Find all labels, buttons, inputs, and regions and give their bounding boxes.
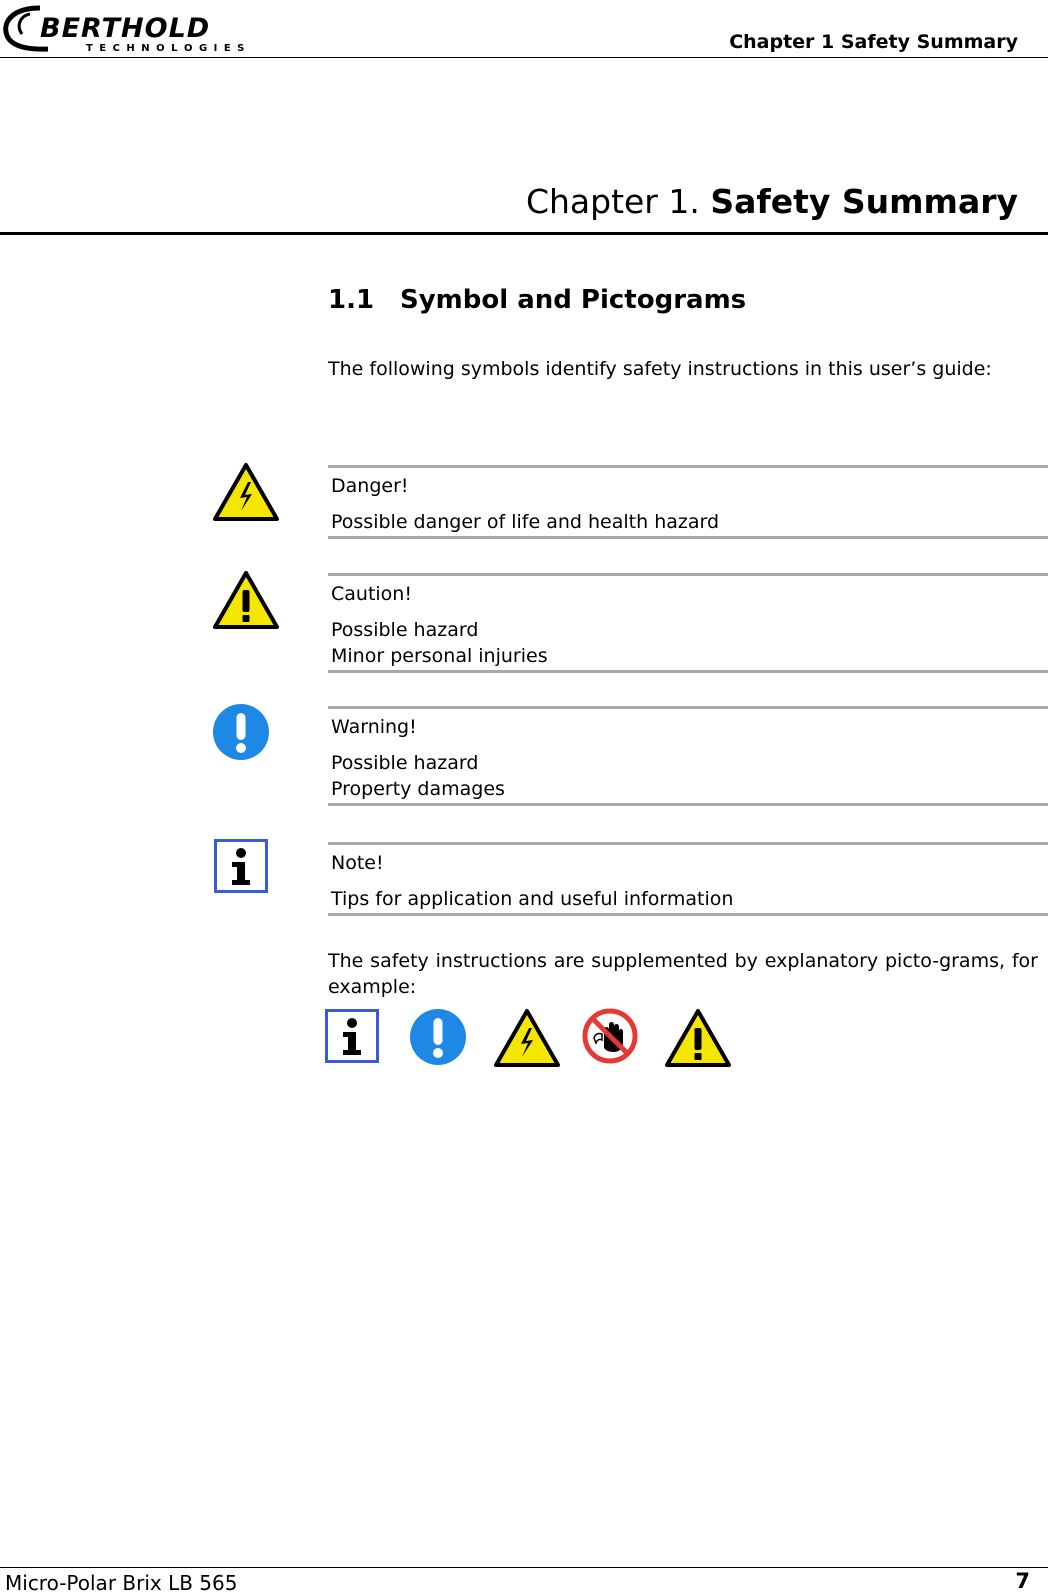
berthold-logo <box>0 4 300 54</box>
caution-line-2: Minor personal injuries <box>331 645 548 667</box>
danger-text: Possible danger of life and health hazard <box>331 511 720 533</box>
header-title: Chapter 1 Safety Summary <box>729 31 1018 53</box>
danger-notice <box>328 465 1048 539</box>
example-info-icon <box>325 1009 379 1063</box>
caution-label: Caution! <box>331 583 412 605</box>
note-text: Tips for application and useful information <box>331 888 734 910</box>
section-heading <box>328 285 746 315</box>
caution-line-1: Possible hazard <box>331 619 479 641</box>
example-no-touch-icon <box>582 1008 638 1064</box>
caution-triangle-icon <box>212 570 280 630</box>
note-label: Note! <box>331 852 384 874</box>
chapter-prefix: Chapter 1. <box>525 182 700 221</box>
note-notice <box>328 842 1048 916</box>
electric-hazard-icon <box>212 462 280 522</box>
example-warning-exclamation-icon <box>409 1008 467 1066</box>
svg-text:T E C H N O L O G I E S: T E C H N O L O G I E S <box>86 43 246 54</box>
chapter-name: Safety Summary <box>710 182 1018 221</box>
warning-exclamation-icon <box>212 703 270 761</box>
info-icon <box>214 839 268 893</box>
footer-divider <box>0 1567 1048 1568</box>
danger-label: Danger! <box>331 475 409 497</box>
example-caution-triangle-icon <box>664 1008 732 1068</box>
warning-label: Warning! <box>331 716 417 738</box>
section-title: Symbol and Pictograms <box>400 285 747 315</box>
header-divider <box>0 57 1048 58</box>
chapter-title <box>526 182 1018 221</box>
section-number: 1.1 <box>328 285 375 315</box>
example-electric-hazard-icon <box>493 1008 561 1068</box>
page-number: 7 <box>1015 1569 1030 1593</box>
caution-notice <box>328 573 1048 673</box>
warning-line-2: Property damages <box>331 778 505 800</box>
intro-paragraph: The following symbols identify safety instructions in this user’s guide: <box>328 358 992 380</box>
warning-notice <box>328 706 1048 806</box>
chapter-divider <box>0 232 1048 235</box>
svg-text:BERTHOLD: BERTHOLD <box>40 13 211 44</box>
warning-line-1: Possible hazard <box>331 752 479 774</box>
supplement-paragraph: The safety instructions are supplemented by explanatory picto-grams, for example: <box>328 950 1038 998</box>
footer-product: Micro-Polar Brix LB 565 <box>5 1571 238 1595</box>
